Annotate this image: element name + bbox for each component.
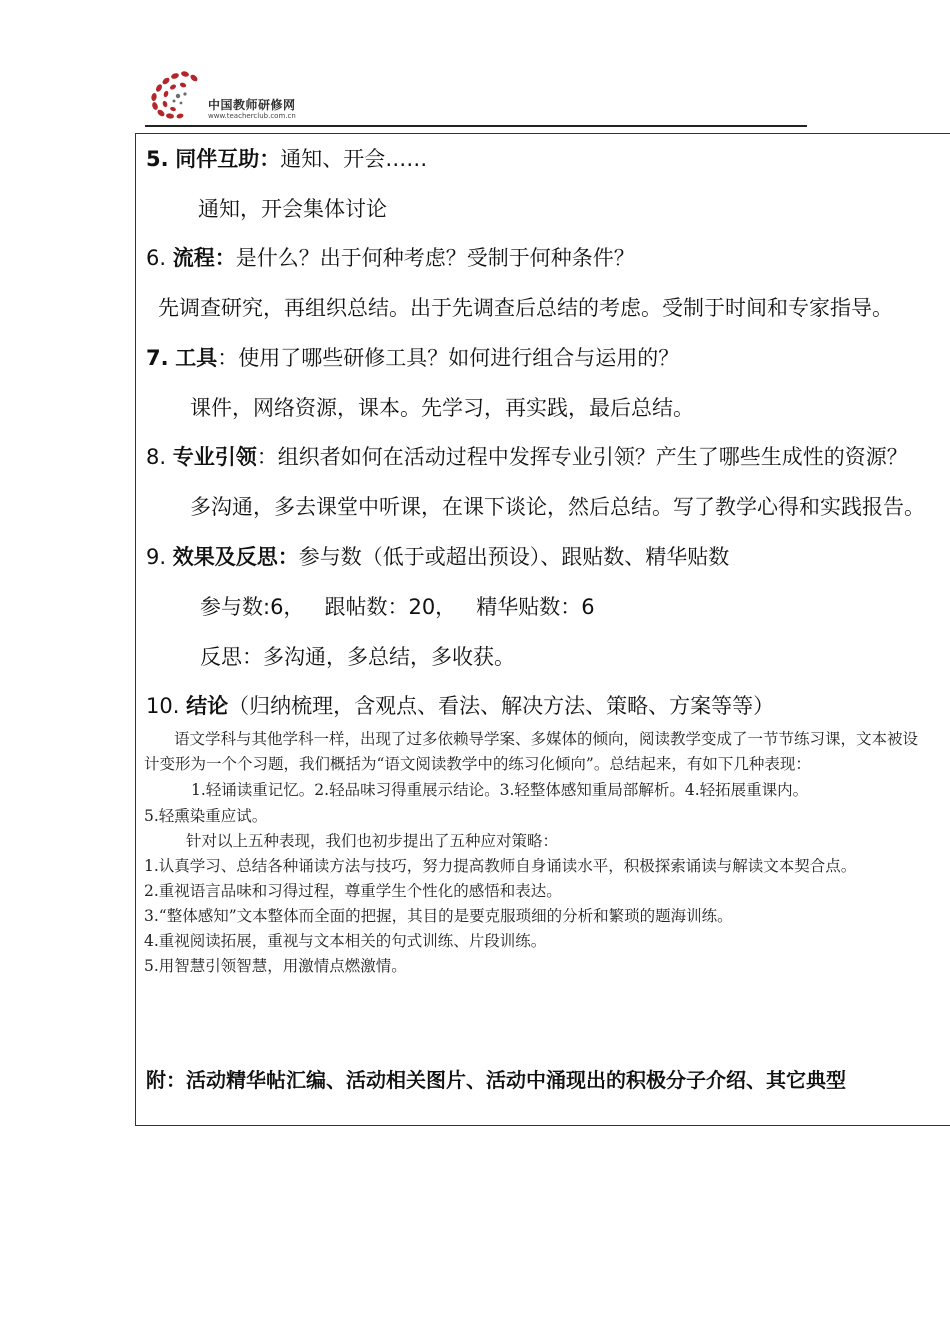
section-8-answer: 多沟通，多去课堂中听课，在课下谈论，然后总结。写了教学心得和实践报告。 [190, 495, 925, 519]
logo-url-text: www.teacherclub.com.cn [208, 112, 296, 120]
strategy-item: 1.认真学习、总结各种诵读方法与技巧，努力提高教师自身诵读水平，积极探索诵读与解读文本契合点。 [144, 857, 857, 875]
section-5-heading: 5. 同伴互助：通知、开会…… [146, 147, 428, 171]
section-7-answer: 课件，网络资源，课本。先学习，再实践，最后总结。 [190, 396, 694, 420]
strategy-item: 4.重视阅读拓展，重视与文本相关的句式训练、片段训练。 [144, 932, 547, 950]
logo [145, 66, 445, 126]
strategy-item: 5.用智慧引领智慧，用激情点燃激情。 [144, 957, 407, 975]
section-10-heading: 10. 结论（归纳梳理，含观点、看法、解决方法、策略、方案等等） [146, 694, 775, 718]
section-6-answer: 先调查研究，再组织总结。出于先调查后总结的考虑。受制于时间和专家指导。 [158, 296, 893, 320]
section-9-heading: 9. 效果及反思：参与数（低于或超出预设）、跟贴数、精华贴数 [146, 545, 730, 569]
header-divider [145, 125, 807, 127]
strategy-item: 3.“整体感知”文本整体而全面的把握，其目的是要克服琐细的分析和繁琐的题海训练。 [144, 907, 733, 925]
section-9-stats: 参与数:6， 跟帖数：20， 精华贴数：6 [200, 595, 595, 619]
conclusion-list-1-4: 1.轻诵读重记忆。2.轻品味习得重展示结论。3.轻整体感知重局部解析。4.轻拓展重课内。 [191, 781, 809, 799]
section-7-heading: 7. 工具：使用了哪些研修工具？如何进行组合与运用的？ [146, 346, 680, 370]
report-content-box [135, 133, 950, 1126]
conclusion-paragraph-1b: 计变形为一个个习题，我们概括为“语文阅读教学中的练习化倾向”。总结起来，有如下几种表现： [144, 755, 811, 773]
flower-logo-icon [145, 66, 207, 126]
conclusion-list-5: 5.轻熏染重应试。 [144, 807, 268, 825]
strategy-item: 2.重视语言品味和习得过程，尊重学生个性化的感悟和表达。 [144, 882, 562, 900]
appendix-note: 附：活动精华帖汇编、活动相关图片、活动中涌现出的积极分子介绍、其它典型 [146, 1068, 846, 1092]
section-8-heading: 8. 专业引领：组织者如何在活动过程中发挥专业引领？产生了哪些生成性的资源？ [146, 445, 908, 469]
logo-text: 中国教师研修网 [208, 98, 296, 112]
conclusion-strategy-intro: 针对以上五种表现，我们也初步提出了五种应对策略： [186, 832, 559, 850]
conclusion-paragraph-1a: 语文学科与其他学科一样，出现了过多依赖导学案、多媒体的倾向，阅读教学变成了一节节练习课，文本被设 [174, 730, 919, 748]
section-5-answer: 通知，开会集体讨论 [198, 197, 387, 221]
section-9-reflection: 反思：多沟通，多总结，多收获。 [200, 645, 515, 669]
section-6-heading: 6. 流程：是什么？出于何种考虑？受制于何种条件？ [146, 246, 635, 270]
